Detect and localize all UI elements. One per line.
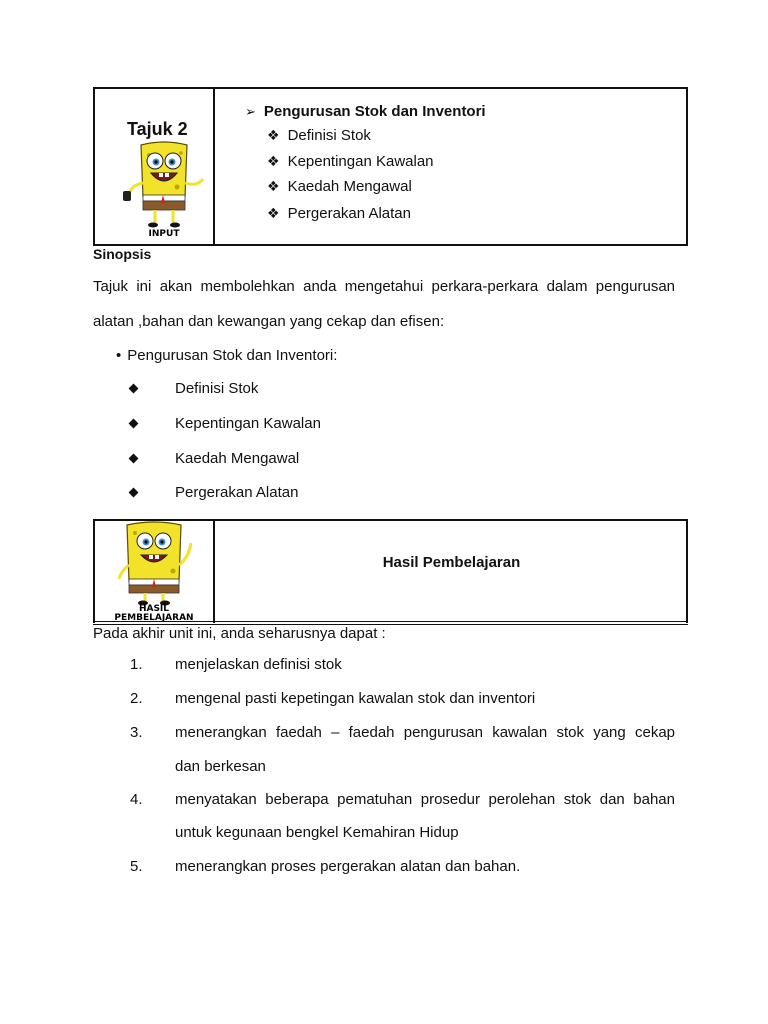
outcome-text-continued: dan berkesan <box>175 758 266 775</box>
clover-bullet-icon: ❖ <box>267 127 280 143</box>
learning-outcome-table <box>93 519 688 623</box>
topic-item <box>267 153 434 170</box>
outcomes-intro: Pada akhir unit ini, anda seharusnya dapat : <box>93 625 386 642</box>
diamond-bullet-icon <box>129 454 139 464</box>
outcome-number: 2. <box>130 690 143 707</box>
outcome-number: 5. <box>130 858 143 875</box>
topic-item-label: Kaedah Mengawal <box>287 178 412 195</box>
topic-item <box>267 178 412 195</box>
sinopsis-bullet <box>116 347 337 364</box>
sinopsis-subitem <box>130 450 299 467</box>
sinopsis-heading: Sinopsis <box>93 246 152 262</box>
sinopsis-subitem <box>130 484 298 501</box>
sinopsis-subitem <box>130 380 258 397</box>
topic-heading-label: Pengurusan Stok dan Inventori <box>263 103 486 120</box>
sinopsis-subitem-label: Kaedah Mengawal <box>175 450 300 467</box>
clover-bullet-icon: ❖ <box>267 205 280 221</box>
arrow-bullet-icon: ➢ <box>245 103 256 119</box>
hasil-caption-line1: HASIL <box>138 604 170 614</box>
diamond-bullet-icon <box>129 419 139 429</box>
clover-bullet-icon: ❖ <box>267 153 280 169</box>
table-divider <box>213 521 215 623</box>
outcome-text: mengenal pasti kepetingan kawalan stok dan inventori <box>175 690 536 707</box>
sinopsis-subitem-label: Definisi Stok <box>175 380 259 397</box>
topic-item-label: Definisi Stok <box>287 127 371 144</box>
topic-item <box>267 127 371 144</box>
table-divider <box>213 89 215 244</box>
topic-item-label: Kepentingan Kawalan <box>287 153 434 170</box>
sinopsis-subitem-label: Kepentingan Kawalan <box>175 415 321 432</box>
clover-bullet-icon: ❖ <box>267 178 280 194</box>
outcome-number: 3. <box>130 724 143 741</box>
topic-item-label: Pergerakan Alatan <box>287 205 411 222</box>
sinopsis-paragraph-line: alatan ,bahan dan kewangan yang cekap dan efisen: <box>93 313 445 330</box>
topic-table <box>93 87 688 246</box>
outcome-text: menjelaskan definisi stok <box>175 656 342 673</box>
sinopsis-subitem <box>130 415 321 432</box>
hasil-caption-line2: PEMBELAJARAN <box>114 613 194 621</box>
outcome-number: 1. <box>130 656 143 673</box>
table-bottom-rule <box>93 621 688 622</box>
outcome-text: menyatakan beberapa pematuhan prosedur perolehan stok dan bahan <box>175 791 675 808</box>
diamond-bullet-icon <box>129 384 139 394</box>
outcome-text-continued: untuk kegunaan bengkel Kemahiran Hidup <box>175 824 459 841</box>
spongebob-hasil-illustration <box>107 521 207 621</box>
hasil-title: Hasil Pembelajaran <box>382 554 521 571</box>
dot-bullet-icon: • <box>116 347 122 364</box>
input-caption: INPUT <box>148 229 180 237</box>
outcome-text: menerangkan proses pergerakan alatan dan bahan. <box>175 858 521 875</box>
sinopsis-bullet-label: Pengurusan Stok dan Inventori: <box>127 347 338 364</box>
topic-heading <box>245 103 486 120</box>
spongebob-input-illustration <box>119 139 209 237</box>
topic-item <box>267 205 411 222</box>
outcome-text: menerangkan faedah – faedah pengurusan kawalan stok yang cekap <box>175 724 675 741</box>
tajuk-title: Tajuk 2 <box>127 119 188 139</box>
diamond-bullet-icon <box>129 488 139 498</box>
outcome-number: 4. <box>130 791 143 808</box>
sinopsis-subitem-label: Pergerakan Alatan <box>175 484 299 501</box>
sinopsis-paragraph-line: Tajuk ini akan membolehkan anda mengetahui perkara-perkara dalam pengurusan <box>93 278 675 295</box>
